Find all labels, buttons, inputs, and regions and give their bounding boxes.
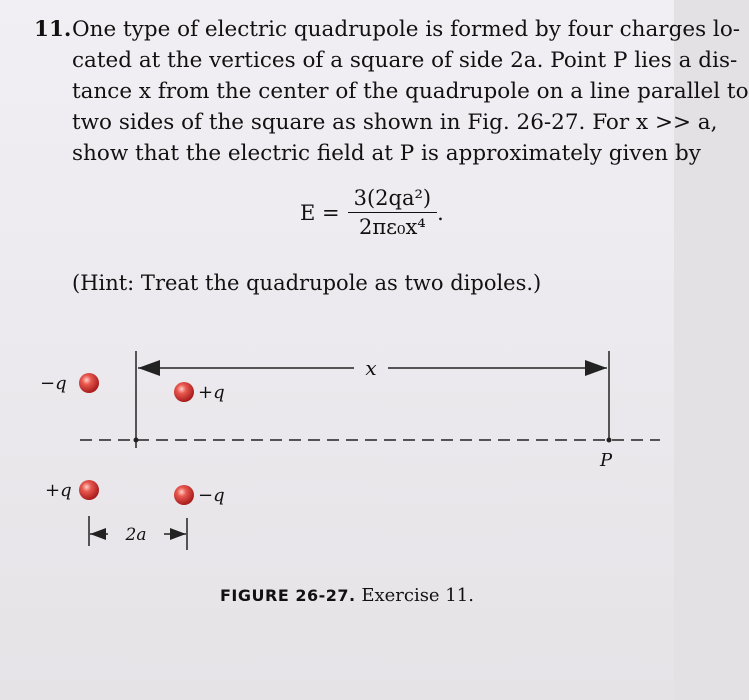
charge-bottom-right: [174, 485, 194, 505]
point-p-dot: [607, 438, 612, 443]
point-p-label: P: [600, 450, 613, 471]
x-label: x: [365, 356, 377, 380]
formula-lhs: E =: [300, 200, 340, 225]
side-right-arrowhead: [170, 528, 186, 540]
problem-line-2: cated at the vertices of a square of side 2a. Point P lies a dis-: [72, 48, 738, 73]
charge-top-left: [79, 373, 99, 393]
side-label: 2a: [125, 525, 147, 545]
hint-text: (Hint: Treat the quadrupole as two dipoles.): [72, 271, 542, 295]
formula-terminator: .: [437, 200, 444, 225]
charge-label-top-right: +q: [198, 382, 225, 403]
problem-line-5: show that the electric field at P is approximately given by: [72, 141, 701, 166]
formula-numerator: 3(2qa²): [348, 186, 438, 213]
formula-denominator: 2πε₀x⁴: [358, 215, 426, 239]
problem-number: 11.: [34, 17, 72, 42]
charge-label-bottom-left: +q: [45, 480, 72, 501]
charge-bottom-left: [79, 480, 99, 500]
x-right-arrowhead: [585, 360, 607, 376]
problem-line-4: two sides of the square as shown in Fig. 26-27. For x >> a,: [72, 110, 718, 135]
figure-caption-label: FIGURE 26-27.: [220, 586, 356, 605]
problem-line-3: tance x from the center of the quadrupole on a line parallel to: [72, 79, 749, 104]
side-left-arrowhead: [90, 528, 106, 540]
problem-line-1: 11.One type of electric quadrupole is formed by four charges lo-: [34, 14, 674, 45]
center-dot: [134, 438, 139, 443]
x-left-arrowhead: [138, 360, 160, 376]
charge-label-bottom-right: −q: [198, 485, 225, 506]
charge-label-top-left: −q: [40, 373, 67, 394]
charge-top-right: [174, 382, 194, 402]
figure-caption-text: Exercise 11.: [361, 585, 474, 606]
figure-caption: [220, 585, 474, 606]
